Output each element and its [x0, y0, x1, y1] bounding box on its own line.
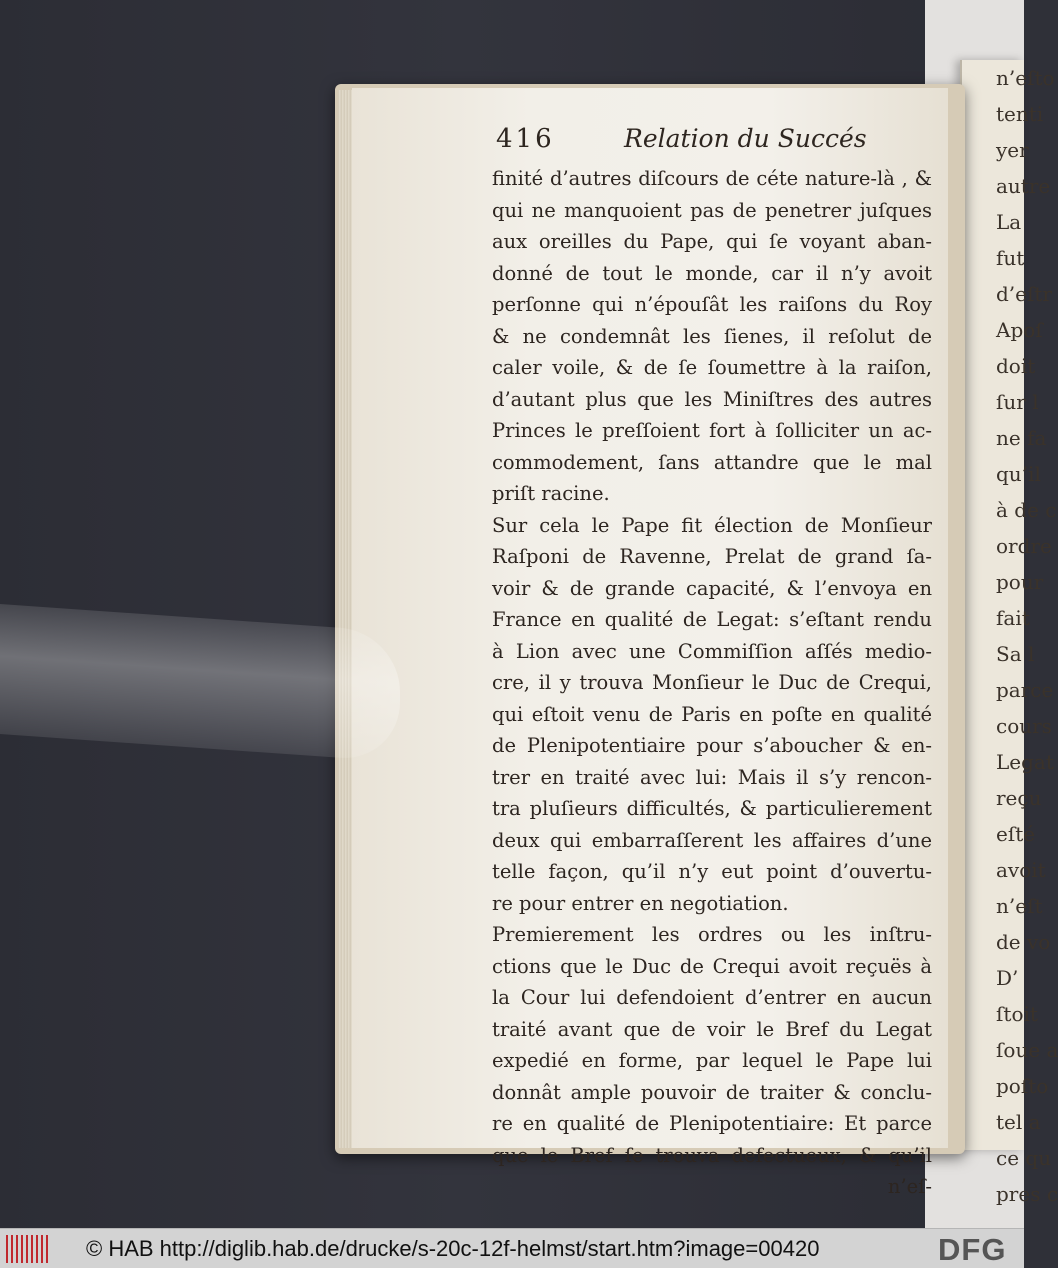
- text-line: qui ne manquoient pas de penetrer juſques: [492, 198, 932, 222]
- text-line: tra pluſieurs difficultés, & particulierement: [492, 797, 932, 820]
- next-page-fragment: à de c: [996, 498, 1057, 522]
- next-page-fragment: ce qu: [996, 1146, 1052, 1170]
- text-line: traité avant que de voir le Bref du Legat: [492, 1017, 932, 1041]
- text-line: d’autant plus que les Miniſtres des autres: [492, 387, 932, 411]
- text-line: finité d’autres diſcours de céte nature-là , &: [492, 167, 932, 190]
- body-text: [492, 163, 932, 1203]
- next-page-fragment: ſtoit: [996, 1002, 1038, 1026]
- text-line: que le Bref ſe trouva defectueux, & qu’il: [492, 1143, 932, 1167]
- catchword: n’eſ-: [887, 1175, 932, 1198]
- text-line: à Lion avec une Commiſſion aſſés medio-: [492, 639, 932, 663]
- next-page-fragment: n’eſto: [996, 66, 1055, 90]
- text-line: de Plenipotentiaire pour s’aboucher & en-: [492, 734, 932, 757]
- text-line: voir & de grande capacité, & l’envoya en: [492, 576, 932, 600]
- next-page-edge: [960, 60, 1058, 1206]
- next-page-fragment: ſoue a: [996, 1038, 1058, 1062]
- text-line: aux oreilles du Pape, qui ſe voyant aban-: [492, 230, 932, 253]
- text-line: cre, il y trouva Monſieur le Duc de Crequi,: [492, 671, 932, 694]
- dfg-logo: DFG: [938, 1232, 1007, 1267]
- next-page-fragment: poſto: [996, 1074, 1049, 1098]
- text-line: re en qualité de Plenipotentiaire: Et parce: [492, 1112, 932, 1135]
- text-line: Raſponi de Ravenne, Prelat de grand ſa-: [492, 545, 932, 568]
- running-head: [496, 124, 936, 164]
- text-line: ctions que le Duc de Crequi avoit reçuës à: [492, 954, 932, 978]
- text-line: donné de tout le monde, car il n’y avoit: [492, 261, 932, 285]
- text-line: commodement, ſans attandre que le mal: [492, 450, 932, 474]
- next-page-fragment: pour: [996, 570, 1044, 594]
- copyright-url[interactable]: © HAB http://diglib.hab.de/drucke/s-20c-12f-helmst/start.htm?image=00420: [86, 1236, 820, 1261]
- page-edge: [338, 90, 352, 1148]
- text-line: perſonne qui n’épouſât les raiſons du Roy: [492, 293, 932, 316]
- text-line: Princes le preſſoient fort à ſolliciter un ac-: [492, 419, 932, 442]
- text-line: Premierement les ordres ou les inſtru-: [492, 923, 932, 946]
- next-page-fragment: cours: [996, 714, 1052, 738]
- next-page-fragment: avoit: [996, 858, 1046, 882]
- next-page-fragment: n’eſt: [996, 894, 1043, 918]
- text-line: re pour entrer en negotiation.: [492, 891, 789, 915]
- next-page-fragment: de vo: [996, 930, 1051, 954]
- next-page-fragment: fut: [996, 246, 1025, 270]
- barcode-icon: [6, 1235, 48, 1263]
- text-line: la Cour lui defendoient d’entrer en aucun: [492, 986, 932, 1009]
- next-page-fragment: fait: [996, 606, 1030, 630]
- text-line: priſt racine.: [492, 482, 610, 505]
- text-line: France en qualité de Legat: s’eſtant rendu: [492, 608, 932, 631]
- text-line: donnât ample pouvoir de traiter & conclu-: [492, 1080, 932, 1104]
- next-page-fragment: autre: [996, 174, 1051, 198]
- next-page-fragment: ne fa: [996, 426, 1047, 450]
- page-number: 416: [496, 124, 555, 154]
- next-page-fragment: D’: [996, 966, 1019, 990]
- text-line: telle façon, qu’il n’y eut point d’ouvertu-: [492, 860, 932, 883]
- text-line: caler voile, & de ſe ſoumettre à la raiſon,: [492, 356, 932, 379]
- next-page-fragment: qu’il: [996, 462, 1041, 486]
- next-page-fragment: parce: [996, 678, 1054, 702]
- next-page-fragment: ſur l: [996, 390, 1039, 414]
- text-line: trer en traité avec lui: Mais il s’y rencon-: [492, 765, 932, 789]
- running-title: Relation du Succés: [624, 124, 867, 153]
- next-page-fragment: ordre: [996, 534, 1052, 558]
- text-line: qui eſtoit venu de Paris en poſte en qualité: [492, 702, 932, 726]
- next-page-fragment: tenti: [996, 102, 1044, 126]
- next-page-fragment: d’eſtr: [996, 282, 1052, 306]
- next-page-fragment: doit: [996, 354, 1036, 378]
- text-line: Sur cela le Pape fit élection de Monſieur: [492, 513, 932, 537]
- next-page-fragment: reçu: [996, 786, 1042, 810]
- next-page-fragment: tel a: [996, 1110, 1041, 1134]
- next-page-fragment: Legat: [996, 750, 1054, 774]
- text-line: & ne condemnât les ſienes, il reſolut de: [492, 324, 932, 348]
- text-line: expedié en forme, par lequel le Pape lui: [492, 1049, 932, 1072]
- next-page-fragment: eſté: [996, 822, 1036, 846]
- footer-bar: [0, 1228, 1024, 1268]
- next-page-fragment: yer: [996, 138, 1029, 162]
- text-line: deux qui embarraſſerent les affaires d’une: [492, 828, 932, 852]
- next-page-fragment: pres c: [996, 1182, 1058, 1206]
- next-page-fragment: La: [996, 210, 1022, 234]
- next-page-fragment: Sa l: [996, 642, 1035, 666]
- next-page-fragment: Apoſ: [996, 318, 1043, 342]
